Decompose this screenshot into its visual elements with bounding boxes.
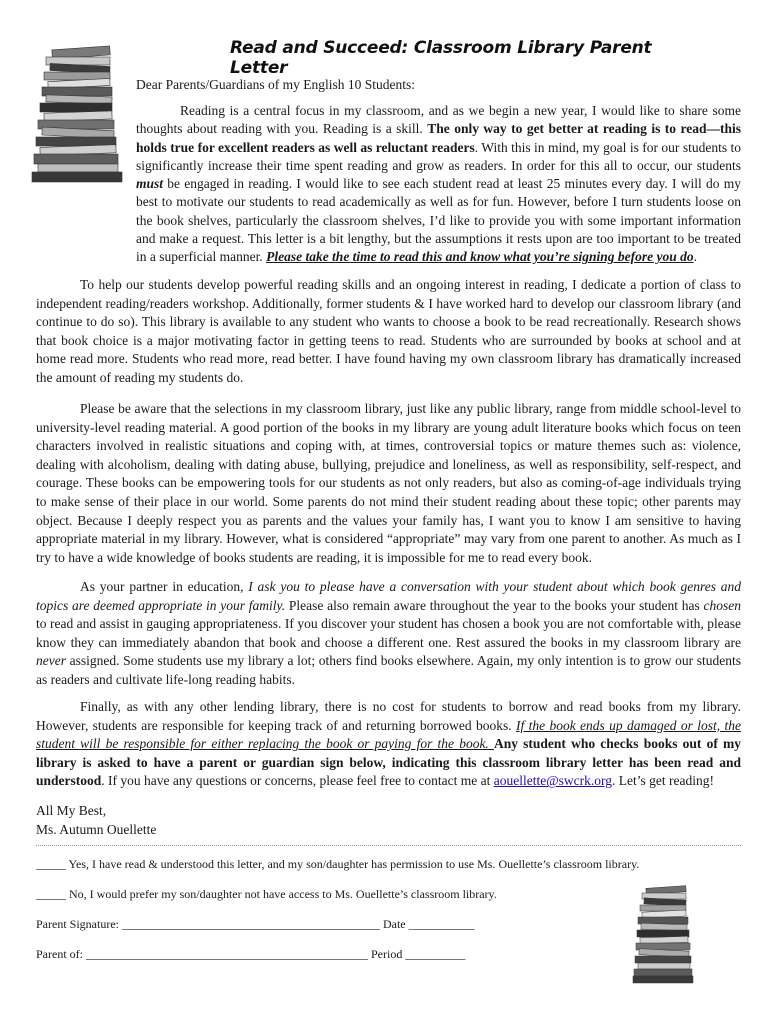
- partner-text-italic: I ask you to please have a conversation with your student about which book genres and topics are deemed appropriate in your family.: [36, 579, 741, 613]
- finally-text-e: . Let’s get reading!: [612, 773, 714, 789]
- partner-text-chosen: chosen: [703, 597, 741, 613]
- partner-text-a: As your partner in education,: [80, 579, 249, 594]
- intro-text-e: be engaged in reading. I would like to see each student read at least 25 minutes every day. I will do my best to motivate our students to read academically as well as for fun. However, before I turn students loose on the book shelves, particularly the classroom shelves, I’d like to provide you with some important information and make a request. This letter is a bit lengthy, but the assumptions it rests upon are too important to be treated in a superficial manner.: [136, 176, 741, 265]
- divider: [36, 845, 741, 846]
- partner-text-c: Please also remain aware throughout the year to the books your student has: [285, 597, 704, 613]
- closing-line: All My Best,: [36, 803, 107, 818]
- partner-text-e: to read and assist in gauging appropriateness. If you discover your student has chosen a book you are not comfortable with, please know they can immediately abandon that book and choose a different one. Rest assured the books in my classroom library are: [36, 616, 741, 650]
- finally-text-d: . If you have any questions or concerns, please feel free to contact me at: [101, 773, 494, 789]
- intro-text-must: must: [136, 176, 164, 192]
- partner-text-never: never: [36, 653, 66, 669]
- salutation: Dear Parents/Guardians of my English 10 Students:: [136, 77, 415, 92]
- paragraph-library: To help our students develop powerful reading skills and an ongoing interest in reading, I dedicate a portion of class to independent reading/readers workshop. Additionally, former students & I have worked hard to develop our classroom library (and continue to do so). This library is available to any student who wants to choose a book to be read recreationally. Research shows that book choice is a major motivating factor in getting teens to read. Students who are surrounded by books at school and at home read more. Students who read more, read better. I have found having my own classroom library has dramatically increased the amount of reading my students do.: [36, 277, 741, 385]
- finally-text-a: Finally, as with any other lending library, there is no cost for students to borrow and read books from my library. However, students are responsible for keeping track of and returning borrowed books.: [36, 699, 741, 733]
- finally-text-bold: Any student who checks books out of my library is asked to have a parent or guardian sign below, indicating this classroom library letter has been read and understood: [36, 736, 741, 789]
- page-title: Read and Succeed: Classroom Library Parent Letter: [230, 38, 652, 78]
- intro-text-a: Reading is a central focus in my classroom, and as we begin a new year, I would like to share some thoughts about reading with you. Reading is a skill.: [136, 103, 741, 137]
- intro-text-bold: The only way to get better at reading is to read—this holds true for excellent readers as well as reluctant readers: [136, 121, 741, 155]
- book-stack-icon: [632, 885, 696, 985]
- parent-signature-line[interactable]: Parent Signature: ___________________________________________ Date ___________: [36, 917, 475, 931]
- permission-yes-line[interactable]: _____ Yes, I have read & understood this letter, and my son/daughter has permission to use Ms. Ouellette’s classroom library.: [36, 857, 640, 871]
- intro-text-please-read: Please take the time to read this and know what you’re signing before you do: [266, 249, 694, 265]
- finally-text-damaged: If the book ends up damaged or lost, the student will be responsible for either replacing the book or paying for the book.: [36, 717, 741, 752]
- paragraph-intro: [136, 102, 741, 267]
- signature-name: Ms. Autumn Ouellette: [36, 822, 157, 837]
- parent-of-line[interactable]: Parent of: _______________________________________________ Period __________: [36, 947, 466, 961]
- intro-text-c: . With this in mind, my goal is for our students to significantly increase their time spent reading and grow as readers. In order for this all to occur, our students: [136, 139, 742, 173]
- intro-text-g: .: [693, 249, 697, 265]
- paragraph-selections: Please be aware that the selections in my classroom library, just like any public library, range from middle school-level to university-level reading material. A good portion of the books in my library are young adult literature books which focus on teen characters involved in realistic situations and coping with, at times, controversial topics or mature themes such as: violence, dealing with alcoholism, dealing with dating abuse, bullying, prejudice and loneliness, as well as responsibility, self-respect, and courage. These books can be empowering tools for our students as not only readers, but also as coming-of-age individuals trying to make sense of their place in our world. Some parents do not mind their student reading about these topic; other parents may object. Because I deeply respect you as parents and the values your family has, I want you to know I am sensitive to having appropriate material in my library. However, what is considered “appropriate” may vary from one parent to another. As much as I try to have a wide knowledge of books students are reading, it is impossible for me to read every book.: [36, 401, 741, 565]
- paragraph-finally: [36, 698, 741, 791]
- email-link[interactable]: aouellette@swcrk.org: [493, 773, 613, 789]
- permission-no-line[interactable]: _____ No, I would prefer my son/daughter not have access to Ms. Ouellette’s classroom library.: [36, 887, 497, 901]
- paragraph-partner: [36, 578, 741, 690]
- book-stack-icon: [30, 44, 126, 184]
- partner-text-g: assigned. Some students use my library a lot; others find books elsewhere. Again, my only intention is to grow our students as readers and cultivate life-long reading habits.: [36, 653, 741, 687]
